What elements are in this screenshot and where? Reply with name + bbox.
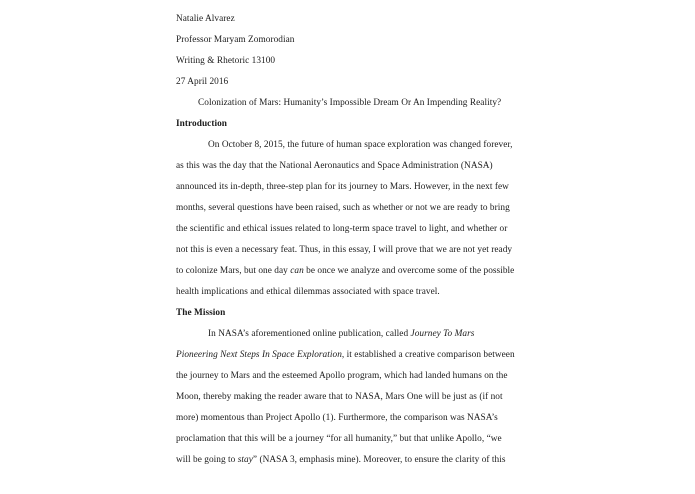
author-name: Natalie Alvarez bbox=[176, 14, 235, 24]
document-sections bbox=[176, 114, 522, 471]
paragraph-line bbox=[176, 324, 522, 345]
mla-heading-block bbox=[176, 9, 522, 93]
section-heading: The Mission bbox=[176, 308, 226, 318]
text-run: be once we analyze and overcome some of the possible bbox=[303, 266, 515, 276]
professor-name: Professor Maryam Zomorodian bbox=[176, 35, 295, 45]
paragraph-line bbox=[176, 429, 522, 450]
paragraph-line bbox=[176, 240, 522, 261]
text-run: On October 8, 2015, the future of human space exploration was changed forever, bbox=[208, 140, 513, 150]
essay-title: Colonization of Mars: Humanity’s Impossible Dream Or An Impending Reality? bbox=[198, 98, 502, 108]
paragraph-line bbox=[176, 450, 522, 471]
document-text-column bbox=[176, 9, 522, 471]
paragraph-line bbox=[176, 408, 522, 429]
text-run: , it established a creative comparison between bbox=[341, 350, 515, 360]
italic-text-run: Journey To Mars bbox=[410, 329, 475, 339]
paragraph-line bbox=[176, 366, 522, 387]
text-run: health implications and ethical dilemmas associated with space travel. bbox=[176, 287, 440, 297]
text-run: not this is even a necessary feat. Thus, in this essay, I will prove that we are not yet ready bbox=[176, 245, 513, 255]
text-run: more) momentous than Project Apollo (1). Furthermore, the comparison was NASA’s bbox=[176, 413, 498, 423]
paragraph-line bbox=[176, 177, 522, 198]
italic-text-run: can bbox=[290, 266, 304, 276]
text-run: ” (NASA 3, emphasis mine). Moreover, to ensure the clarity of this bbox=[252, 455, 506, 465]
paragraph-line bbox=[176, 345, 522, 366]
italic-text-run: Pioneering Next Steps In Space Exploration bbox=[176, 350, 342, 360]
paragraph-line bbox=[176, 261, 522, 282]
text-run: In NASA’s aforementioned online publication, called bbox=[208, 329, 411, 339]
submission-date: 27 April 2016 bbox=[176, 77, 229, 87]
course-name: Writing & Rhetoric 13100 bbox=[176, 56, 276, 66]
paragraph-line bbox=[176, 135, 522, 156]
paragraph-line bbox=[176, 198, 522, 219]
text-run: will be going to bbox=[176, 455, 238, 465]
paragraph-line bbox=[176, 282, 522, 303]
text-run: months, several questions have been raised, such as whether or not we are ready to bring bbox=[176, 203, 510, 213]
text-run: the journey to Mars and the esteemed Apollo program, which had landed humans on the bbox=[176, 371, 508, 381]
paragraph-line bbox=[176, 156, 522, 177]
text-run: as this was the day that the National Aeronautics and Space Administration (NASA) bbox=[176, 161, 493, 171]
section-heading: Introduction bbox=[176, 119, 228, 129]
paragraph-line bbox=[176, 387, 522, 408]
paragraph-line bbox=[176, 219, 522, 240]
text-run: proclamation that this will be a journey “for all humanity,” but that unlike Apollo, “we bbox=[176, 434, 502, 444]
text-run: Moon, thereby making the reader aware that to NASA, Mars One will be just as (if not bbox=[176, 392, 503, 402]
italic-text-run: stay bbox=[237, 455, 253, 465]
text-run: to colonize Mars, but one day bbox=[176, 266, 291, 276]
text-run: announced its in-depth, three-step plan for its journey to Mars. However, in the next few bbox=[176, 182, 509, 192]
text-run: the scientific and ethical issues related to long-term space travel to light, and whether or bbox=[176, 224, 508, 234]
